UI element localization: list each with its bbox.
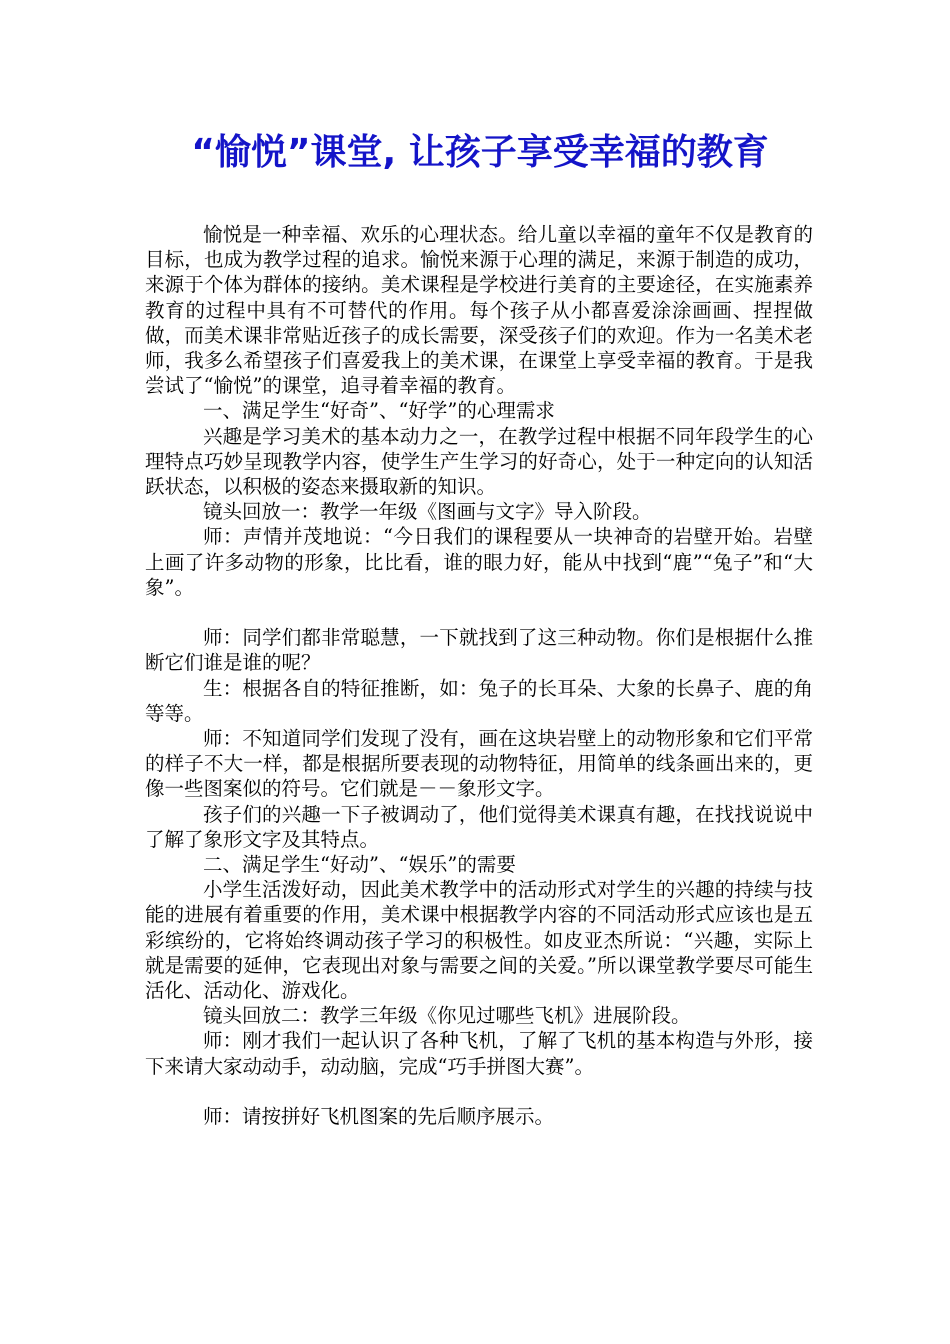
dialogue-teacher: 师：刚才我们一起认识了各种飞机，了解了飞机的基本构造与外形，接下来请大家动动手，动动脑，完成“巧手拼图大赛”。 [145,1029,813,1078]
dialogue-teacher: 师：不知道同学们发现了没有，画在这块岩壁上的动物形象和它们平常的样子不大一样，都是根据所要表现的动物特征，用简单的线条画出来的，更像一些图案似的符号。它们就是－－象形文字。 [145,727,813,801]
dialogue-teacher: 师：请按拼好飞机图案的先后顺序展示。 [203,1105,555,1129]
dialogue-teacher: 师：同学们都非常聪慧，一下就找到了这三种动物。你们是根据什么推断它们谁是谁的呢？ [145,626,813,675]
paragraph-intro: 愉悦是一种幸福、欢乐的心理状态。给儿童以幸福的童年不仅是教育的目标，也成为教学过程的追求。愉悦来源于心理的满足，来源于制造的成功，来源于个体为群体的接纳。美术课程是学校进行美育的主要途径，在实施素养教育的过程中具有不可替代的作用。每个孩子从小都喜爱涂涂画画、捏捏做做，而美术课非常贴近孩子的成长需要，深受孩子们的欢迎。作为一名美术老师，我多么希望孩子们喜爱我上的美术课，在课堂上享受幸福的教育。于是我尝试了“愉悦”的课堂，追寻着幸福的教育。 [145,223,813,398]
scene-replay-1: 镜头回放一：教学一年级《图画与文字》导入阶段。 [203,500,652,524]
paragraph: 小学生活泼好动，因此美术教学中的活动形式对学生的兴趣的持续与技能的进展有着重要的作用，美术课中根据教学内容的不同活动形式应该也是五彩缤纷的，它将始终调动孩子学习的积极性。如皮亚杰所说：“兴趣，实际上就是需要的延伸，它表现出对象与需要之间的关爱。”所以课堂教学要尽可能生活化、活动化、游戏化。 [145,878,813,1003]
paragraph: 孩子们的兴趣一下子被调动了，他们觉得美术课真有趣，在找找说说中了解了象形文字及其特点。 [145,802,813,851]
dialogue-student: 生：根据各自的特征推断，如：兔子的长耳朵、大象的长鼻子、鹿的角等等。 [145,676,813,725]
paragraph: 兴趣是学习美术的基本动力之一，在教学过程中根据不同年段学生的心理特点巧妙呈现教学内容，使学生产生学习的好奇心，处于一种定向的认知活跃状态，以积极的姿态来摄取新的知识。 [145,424,813,499]
document-body [145,222,813,1129]
document-title: “愉悦”课堂, 让孩子享受幸福的教育 [191,132,769,173]
dialogue-teacher: 师：声情并茂地说：“今日我们的课程要从一块神奇的岩壁开始。岩壁上画了许多动物的形象，比比看，谁的眼力好，能从中找到“鹿”“兔子”和“大象”。 [145,525,813,599]
scene-replay-2: 镜头回放二：教学三年级《你见过哪些飞机》进展阶段。 [203,1004,691,1028]
section-heading-1: 一、满足学生“好奇”、“好学”的心理需求 [203,399,555,423]
section-heading-2: 二、满足学生“好动”、“娱乐”的需要 [203,853,516,877]
